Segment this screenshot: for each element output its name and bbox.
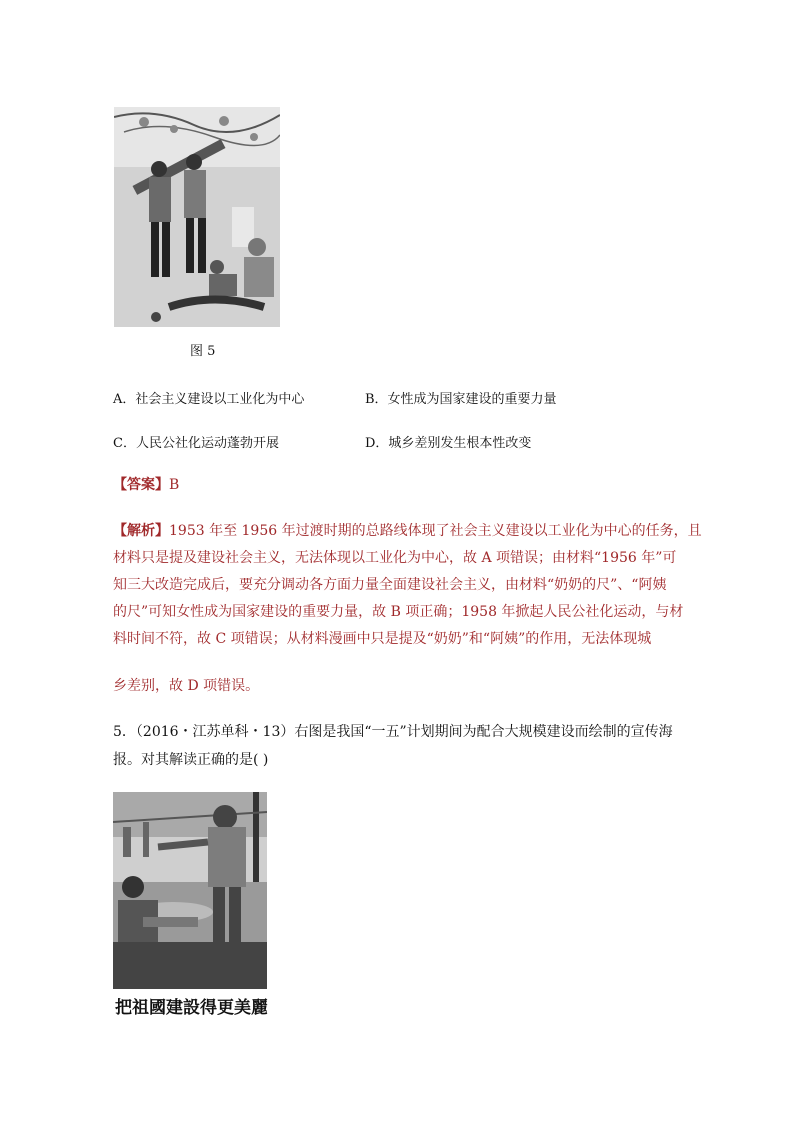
answer-value: B	[169, 477, 180, 493]
analysis-line-3: 知三大改造完成后，要充分调动各方面力量全面建设社会主义，由材料“奶奶的尺”、“阿姨	[113, 577, 667, 593]
analysis-line-6: 乡差别，故 D 项错误。	[113, 678, 260, 694]
question-5-line-1: 5．（2016・江苏单科・13）右图是我国“一五”计划期间为配合大规模建设而绘制的宣传海	[113, 724, 673, 740]
figure-5-caption: 图 5	[190, 344, 216, 359]
poster-illustration-women-workers	[114, 107, 280, 327]
poster-illustration-workers	[113, 792, 267, 989]
option-a: A．社会主义建设以工业化为中心	[113, 392, 305, 407]
analysis-line-2: 材料只是提及建设社会主义，无法体现以工业化为中心，故 A 项错误；由材料“1956 年”可	[113, 550, 677, 566]
figure-5-illustration	[114, 107, 280, 327]
analysis-line-1: 【解析】1953 年至 1956 年过渡时期的总路线体现了社会主义建设以工业化为中心的任务，且	[113, 523, 702, 539]
propaganda-poster-image	[113, 792, 267, 989]
poster-slogan: 把祖國建設得更美麗	[115, 998, 268, 1018]
analysis-line-4: 的尺”可知女性成为国家建设的重要力量，故 B 项正确；1958 年掀起人民公社化运动，与材	[113, 604, 684, 620]
question-5-line-2: 报。对其解读正确的是( )	[113, 752, 269, 768]
option-d: D．城乡差别发生根本性改变	[365, 436, 532, 451]
analysis-line-5: 料时间不符，故 C 项错误；从材料漫画中只是提及“奶奶”和“阿姨”的作用，无法体现城	[113, 631, 652, 647]
answer-line	[113, 475, 179, 495]
option-c: C．人民公社化运动蓬勃开展	[113, 436, 279, 451]
answer-label: 【答案】	[113, 477, 169, 493]
option-b: B．女性成为国家建设的重要力量	[365, 392, 557, 407]
analysis-label: 【解析】	[113, 523, 169, 539]
